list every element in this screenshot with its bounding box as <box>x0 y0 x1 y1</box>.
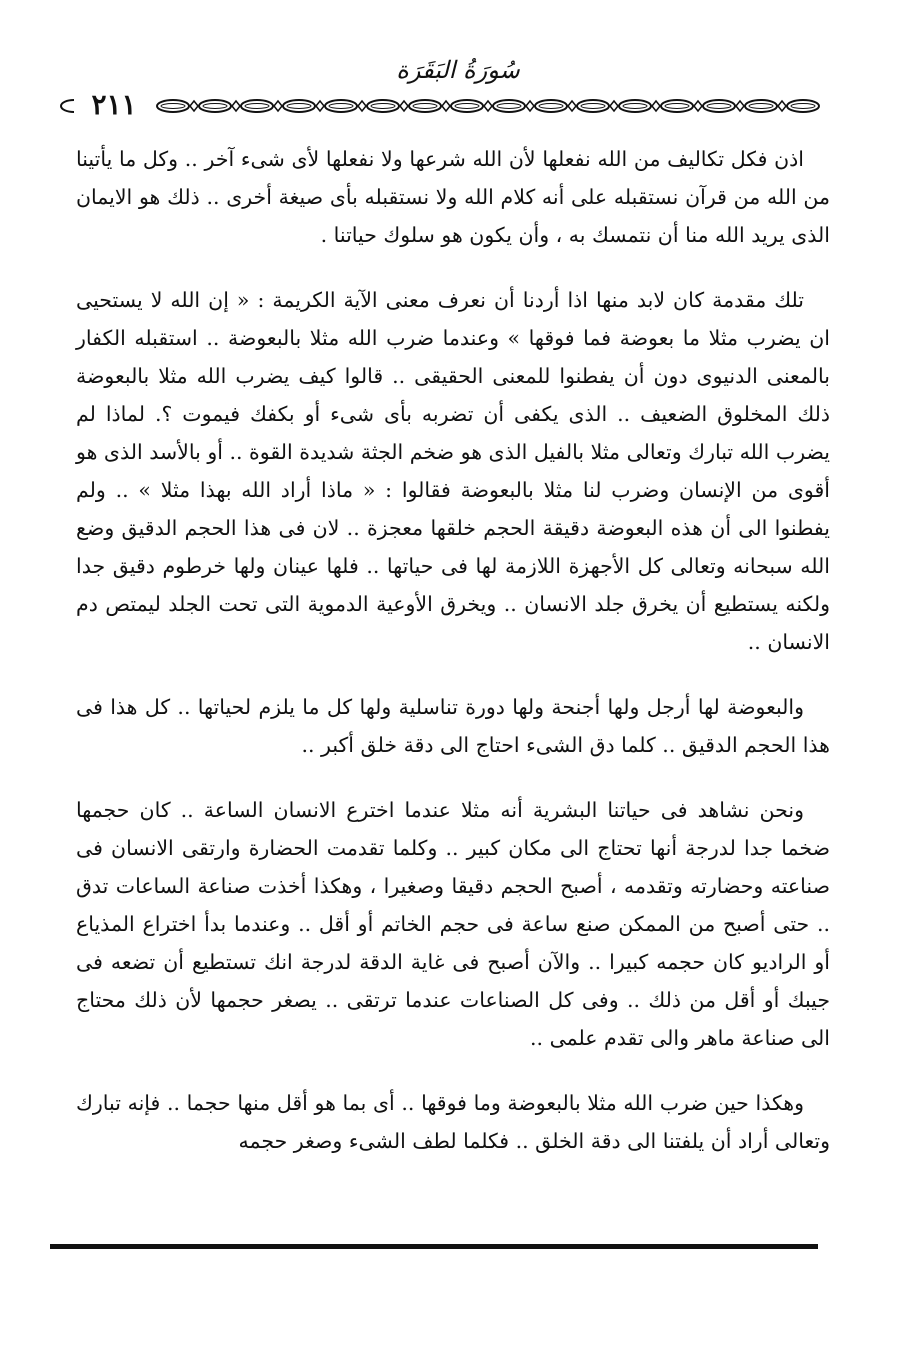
paragraph-4: ونحن نشاهد فى حياتنا البشرية أنه مثلا عندما اخترع الانسان الساعة .. كان حجمها ضخما جدا لدرجة أنها تحتاج الى مكان كبير .. وكلما تقدمت الحضارة وارتقى الانسان فى صناعته وحضارته وتقدمه ، أصبح الحجم دقيقا وصغيرا ، وهكذا أخذت صناعة الساعات تدق .. حتى أصبح من الممكن صنع ساعة فى حجم الخاتم أو أقل .. وعندما بدأ اختراع المذياع أو الراديو كان حجمه كبيرا .. والآن أصبح فى غاية الدقة لدرجة انك تستطيع أن تضعه فى جيبك أو أقل من ذلك .. وفى كل الصناعات عندما ترتقى .. يصغر حجمها لأن ذلك محتاج الى صناعة ماهر والى تقدم علمى .. <box>76 798 830 1050</box>
paragraph-2: تلك مقدمة كان لابد منها اذا أردنا أن نعرف معنى الآية الكريمة : « إن الله لا يستحيى ان يضرب مثلا ما بعوضة فما فوقها » وعندما ضرب الله مثلا بالبعوضة .. استقبله الكفار بالمعنى الدنيوى دون أن يفطنوا للمعنى الحقيقى .. قالوا كيف يضرب الله مثلا بالبعوضة ذلك المخلوق الضعيف .. الذى يكفى أن تضربه بأى شىء أو بكفك فيموت ؟. لماذا لم يضرب الله تبارك وتعالى مثلا بالفيل الذى هو ضخم الجثة شديدة القوة .. أو بالأسد الذى هو أقوى من الإنسان وضرب لنا مثلا بالبعوضة فقالوا : « ماذا أراد الله بهذا مثلا » .. ولم يفطنوا الى أن هذه البعوضة دقيقة الحجم خلقها معجزة .. لان فى هذا الحجم الدقيق وضع الله سبحانه وتعالى كل الأجهزة اللازمة لها فى حياتها .. فلها عينان ولها خرطوم دقيق جدا ولكنه يستطيع أن يخرق جلد الانسان .. ويخرق الأوعية الدموية التى تحت الجلد ليمتص دم الانسان .. <box>76 288 830 654</box>
body-text <box>76 140 830 1187</box>
chain-diamond <box>736 101 744 111</box>
chain-diamond <box>442 101 450 111</box>
chain-diamond <box>232 101 240 111</box>
chain-link <box>619 100 651 112</box>
chain-diamond <box>358 101 366 111</box>
chain-link <box>703 100 735 112</box>
chain-diamond <box>190 101 198 111</box>
chain-diamond <box>400 101 408 111</box>
chain-link <box>199 100 231 112</box>
chain-diamond <box>610 101 618 111</box>
chain-link <box>241 100 273 112</box>
chain-link <box>535 100 567 112</box>
chain-link <box>787 100 819 112</box>
bottom-rule <box>50 1244 818 1249</box>
chain-diamond <box>652 101 660 111</box>
chain-diamond <box>694 101 702 111</box>
chain-diamond <box>316 101 324 111</box>
paragraph-5: وهكذا حين ضرب الله مثلا بالبعوضة وما فوقها .. أى بما هو أقل منها حجما .. فإنه تبارك وتعالى أراد أن يلفتنا الى دقة الخلق .. فكلما لطف الشىء وصغر حجمه <box>76 1091 830 1153</box>
chain-ornament-icon <box>60 92 830 122</box>
paragraph-1: اذن فكل تكاليف من الله نفعلها لأن الله شرعها ولا نفعلها لأى شىء آخر .. وكل ما يأتينا من الله من قرآن نستقبله على أنه كلام الله ولا نستقبله بأى صيغة أخرى .. ذلك هو الايمان الذى يريد الله منا أن نتمسك به ، وأن يكون هو سلوك حياتنا . <box>76 147 830 247</box>
chain-link <box>745 100 777 112</box>
page-number: ٢١١ <box>74 88 154 121</box>
chain-link <box>283 100 315 112</box>
chain-diamond <box>778 101 786 111</box>
chain-link <box>157 100 189 112</box>
chain-diamond <box>568 101 576 111</box>
chain-link <box>493 100 525 112</box>
chain-link <box>325 100 357 112</box>
chain-link <box>577 100 609 112</box>
chain-link <box>367 100 399 112</box>
chain-link <box>451 100 483 112</box>
paragraph-3: والبعوضة لها أرجل ولها أجنحة ولها دورة تناسلية ولها كل ما يلزم لحياتها .. كل هذا فى هذا الحجم الدقيق .. كلما دق الشىء احتاج الى دقة خلق أكبر .. <box>76 695 830 757</box>
chain-diamond <box>526 101 534 111</box>
surah-title: سُورَةُ البَقَرَة <box>396 56 520 84</box>
chain-link <box>409 100 441 112</box>
chain-diamond <box>484 101 492 111</box>
chain-diamond <box>274 101 282 111</box>
chain-link <box>661 100 693 112</box>
